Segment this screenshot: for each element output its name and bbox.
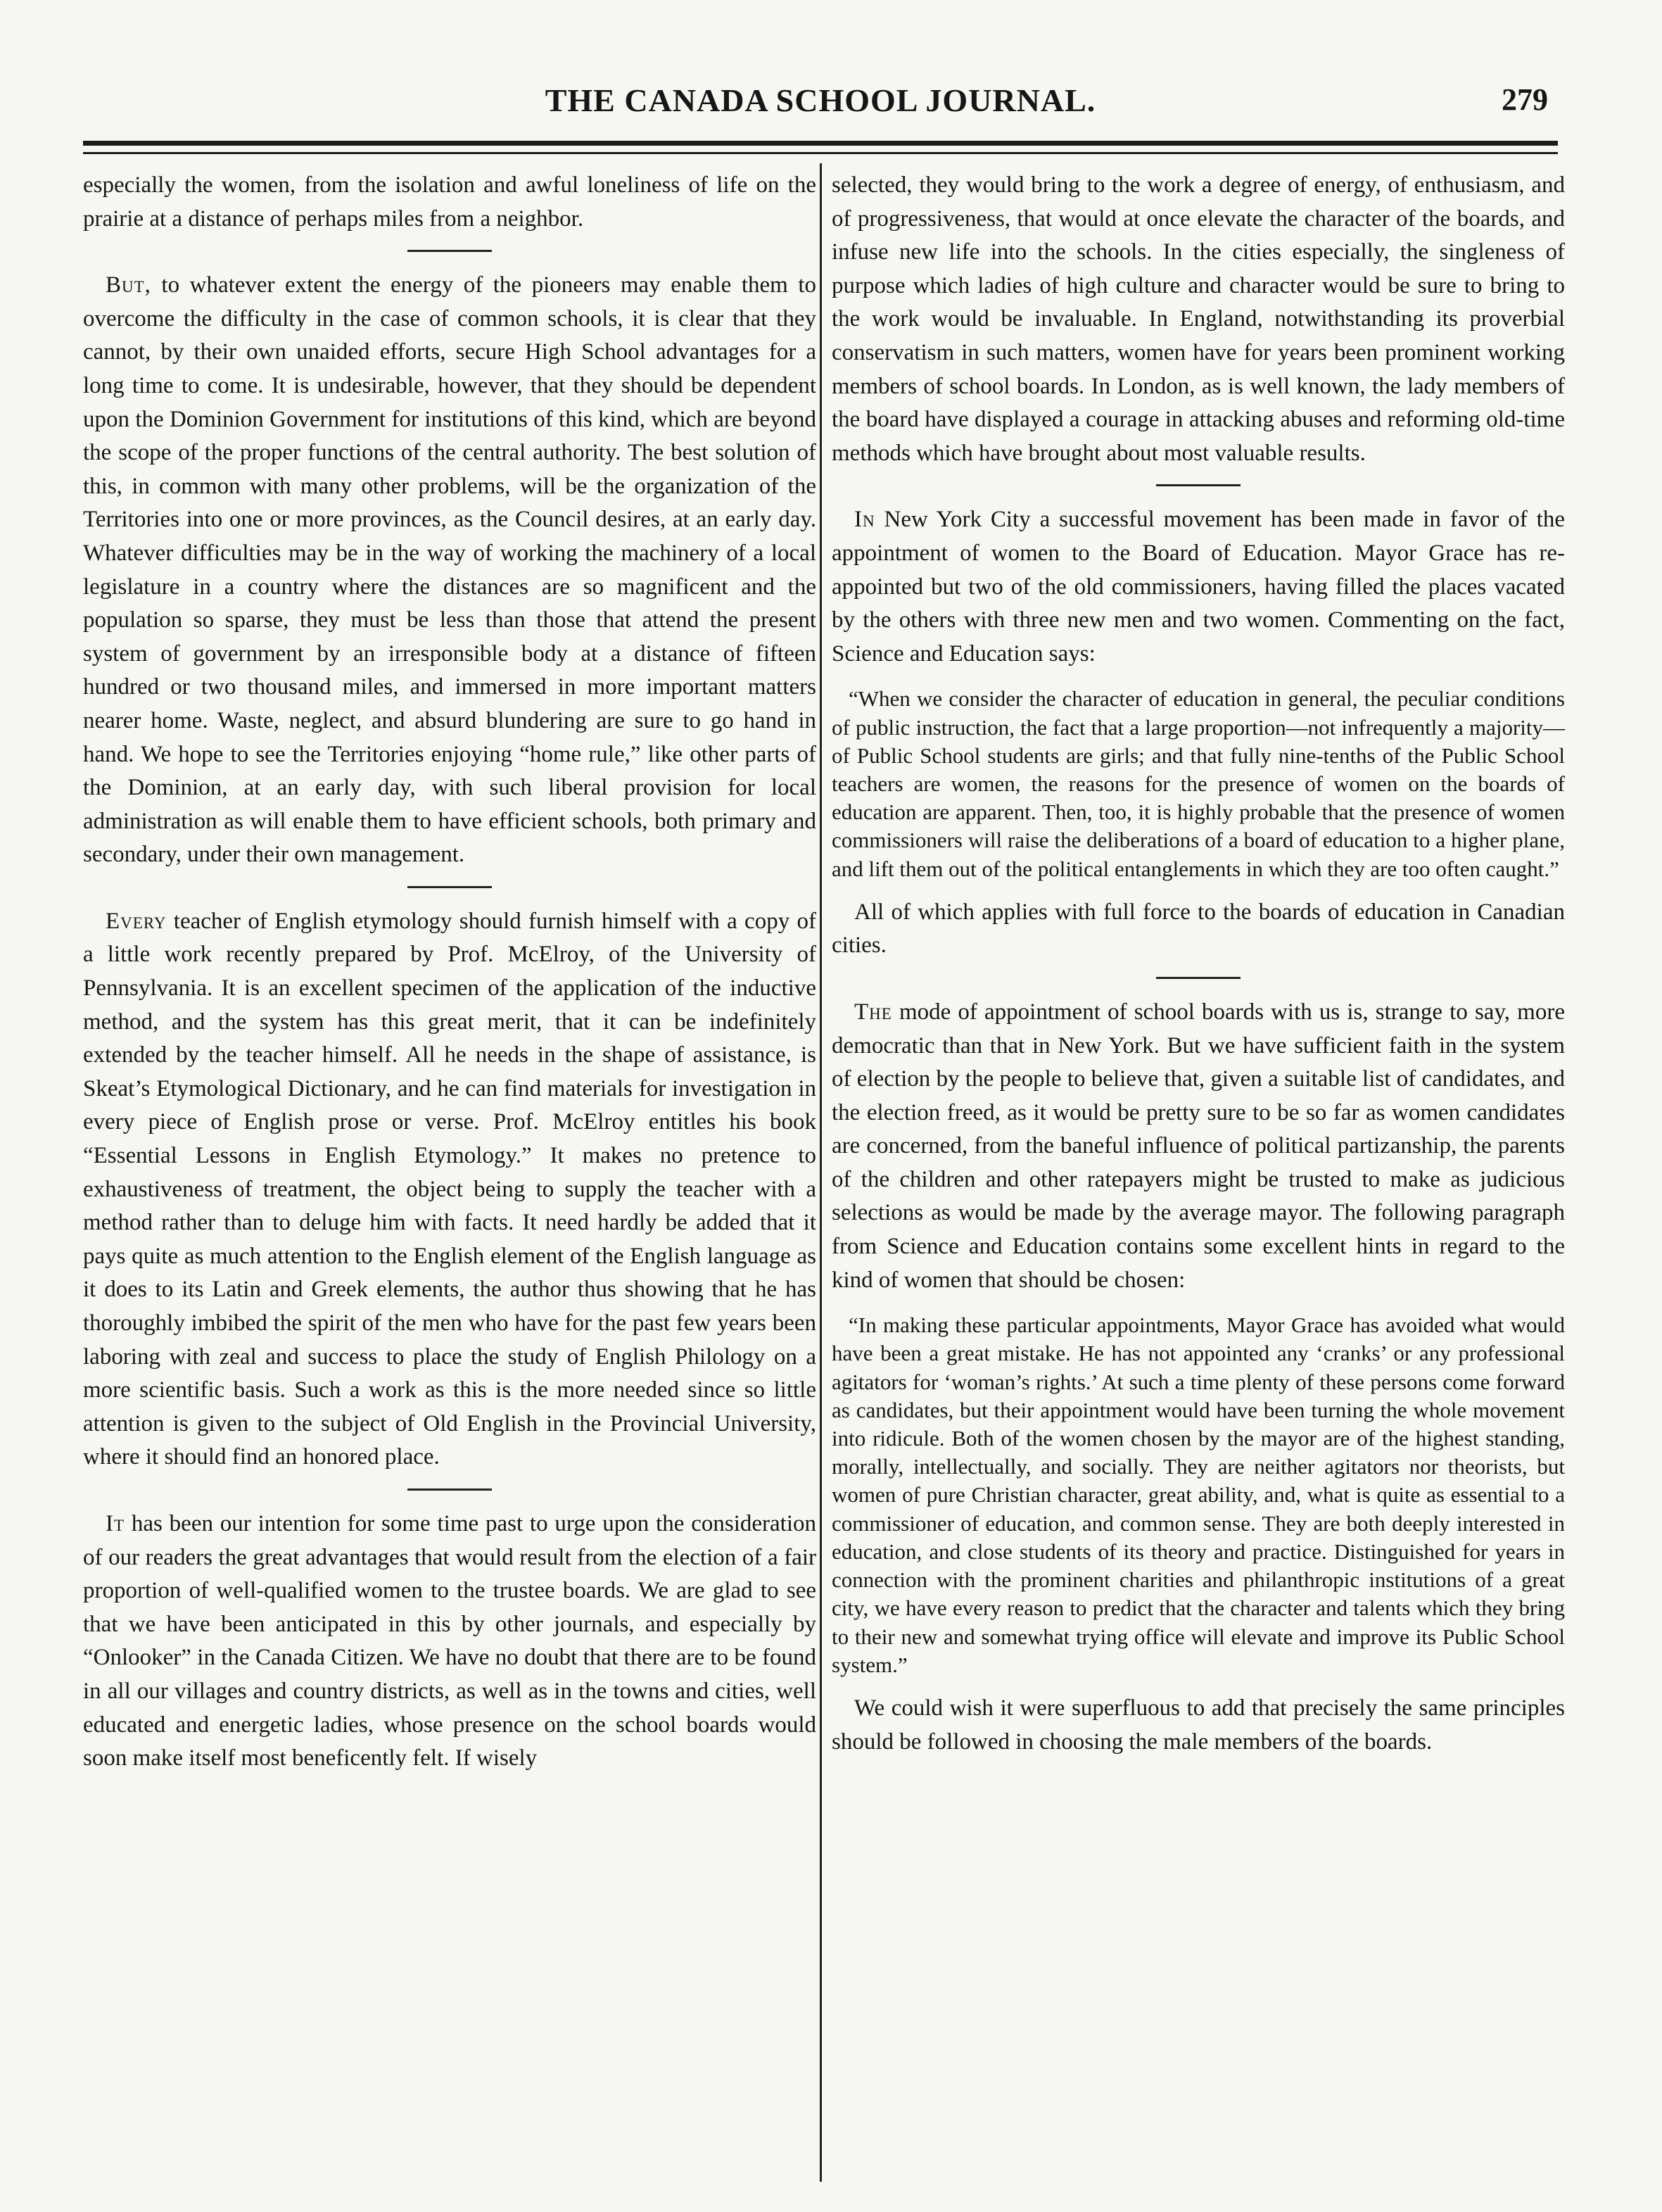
paragraph-lead: The — [854, 999, 892, 1025]
paragraph-body: to whatever extent the energy of the pioneers may enable them to overcome the difficulty in the case of common schools, it is clear that they cannot, by their own unaided efforts, secure High School advantages for a long time to come. It is undesirable, however, that they should be dependent upon the Dominion Government for institutions of this kind, which are beyond the scope of the proper functions of the central authority. The best solution of this, in common with many other problems, will be the organization of the Territories into one or more provinces, as the Council desires, at an early day. Whatever difficulties may be in the way of working the machinery of a local legislature in a country where the distances are so magnificent and the population so sparse, they must be less than those that attend the present system of government by an irresponsible body at a distance of fifteen hundred or two thousand miles, and immersed in more important matters nearer home. Waste, neglect, and absurd blundering are sure to go hand in hand. We hope to see the Territories enjoying “home rule,” like other parts of the Dominion, at an early day, with such liberal provision for local administration as will enable them to have efficient schools, both primary and secondary, under their own management. — [83, 272, 816, 868]
journal-page — [76, 0, 1565, 2212]
right-column — [832, 169, 1565, 1773]
header-rule-thick — [83, 141, 1558, 146]
journal-title: THE CANADA SCHOOL JOURNAL. — [545, 82, 1096, 118]
paragraph-new-york — [832, 503, 1565, 671]
header-rule-thin — [83, 152, 1558, 154]
paragraph-high-schools — [83, 269, 816, 872]
page-header — [76, 82, 1565, 135]
paragraph-lead: Every — [106, 908, 167, 934]
section-separator — [407, 886, 492, 888]
paragraph-women-trustees — [83, 1508, 816, 1776]
section-separator — [1156, 484, 1241, 486]
left-column — [83, 169, 816, 1790]
quotation-science-education: “When we consider the character of education in general, the peculiar conditions of public instruction, the fact that a large proportion—not infrequently a majority—of Public School students are girls; and that fully nine-tenths of the Public School teachers are women, the reasons for the presence of women on the boards of education are apparent. Then, too, it is highly probable that the presence of women commissioners will raise the deliberations of a board of education to a higher plane, and lift them out of the political entanglements in which they are too often caught.” — [832, 686, 1565, 881]
section-separator — [1156, 977, 1241, 979]
paragraph-prairie-continuation: especially the women, from the isolation and awful loneliness of life on the prairie at a distance of perhaps miles from a neighbor. — [83, 172, 816, 232]
paragraph-lead: In — [854, 507, 875, 533]
paragraph-etymology — [83, 905, 816, 1474]
quotation-mayor-grace: “In making these particular appointments, Mayor Grace has avoided what would have been a great mistake. He has not appointed any ‘cranks’ or any professional agitators for ‘woman’s rights.’ At such a time plenty of these persons come forward as candidates, but their appointment would have been turning the whole movement into ridicule. Both of the women chosen by the mayor are of the highest standing, morally, intellectually, and socially. They are neither agitators nor theorists, but women of pure Christian character, great ability, and, what is quite as essential to a commissioner of education, and common sense. They are both deeply interested in education, and close students of its theory and practice. Distinguished for years in connection with the prominent charities and philanthropic institutions of a great city, we have every reason to predict that the character and talents which they bring to their new and somewhat trying office will elevate and improve its Public School system.” — [832, 1313, 1565, 1677]
paragraph-body: New York City a successful movement has been made in favor of the appointment of women to the Board of Education. Mayor Grace has re-appointed but two of the old commissioners, having filled the places vacated by the others with three new men and two women. Commenting on the fact, Science and Education says: — [832, 507, 1565, 666]
paragraph-canadian-cities: All of which applies with full force to the boards of education in Canadian cities. — [832, 899, 1565, 959]
paragraph-body: has been our intention for some time past to urge upon the consideration of our readers the great advantages that would result from the election of a fair proportion of well-qualified women to the trustee boards. We are glad to see that we have been anticipated in this by other journals, and especially by “Onlooker” in the Canada Citizen. We have no doubt that there are to be found in all our villages and country districts, as well as in the towns and cities, well educated and energetic ladies, whose presence on the school boards would soon make itself most beneficently felt. If wisely — [83, 1510, 816, 1771]
section-separator — [407, 250, 492, 252]
column-divider — [820, 163, 822, 2182]
paragraph-body: teacher of English etymology should furnish himself with a copy of a little work recently prepared by Prof. McElroy, of the University of Pennsylvania. It is an excellent specimen of the application of the inductive method, and the system has this great merit, that it can be indefinitely extended by the teacher himself. All he needs in the shape of assistance, is Skeat’s Etymological Dictionary, and he can find materials for investigation in every piece of English prose or verse. Prof. McElroy entitles his book “Essential Lessons in English Etymology.” It makes no pretence to exhaustiveness of treatment, the object being to supply the teacher with a method rather than to deluge him with facts. It need hardly be added that it pays quite as much attention to the English element of the English language as it does to its Latin and Greek elements, the author thus showing that he has thoroughly imbibed the spirit of the men who have for the past few years been laboring with zeal and success to place the study of English Philology on a more scientific basis. Such a work as this is the more needed since so little attention is given to the subject of Old English in the Provincial University, where it should find an honored place. — [83, 908, 816, 1470]
paragraph-body: mode of appointment of school boards with us is, strange to say, more democratic than that in New York. But we have sufficient faith in the system of election by the people to believe that, given a suitable list of candidates, and the election freed, as it would be pretty sure to be so far as women candidates are concerned, from the baneful influence of political partizanship, the parents of the children and other ratepayers might be trusted to make as judicious selections as would be made by the average mayor. The following paragraph from Science and Education contains some excellent hints in regard to the kind of women that should be chosen: — [832, 999, 1565, 1293]
paragraph-selected-continuation: selected, they would bring to the work a degree of energy, of enthusiasm, and of progressiveness, that would at once elevate the character of the boards, and infuse new life into the schools. In the cities especially, the singleness of purpose which ladies of high culture and character would be sure to bring to the work would be invaluable. In England, notwithstanding its proverbial conservatism in such matters, women have for years been prominent working members of school boards. In London, as is well known, the lady members of the board have displayed a courage in attacking abuses and reforming old-time methods which have brought about most valuable results. — [832, 172, 1565, 466]
paragraph-appointment-mode — [832, 996, 1565, 1297]
paragraph-lead: It — [106, 1510, 125, 1536]
paragraph-lead: But, — [106, 272, 151, 298]
page-number: 279 — [1502, 82, 1548, 117]
paragraph-male-members: We could wish it were superfluous to add that precisely the same principles should be followed in choosing the male members of the boards. — [832, 1695, 1565, 1755]
section-separator — [407, 1489, 492, 1491]
